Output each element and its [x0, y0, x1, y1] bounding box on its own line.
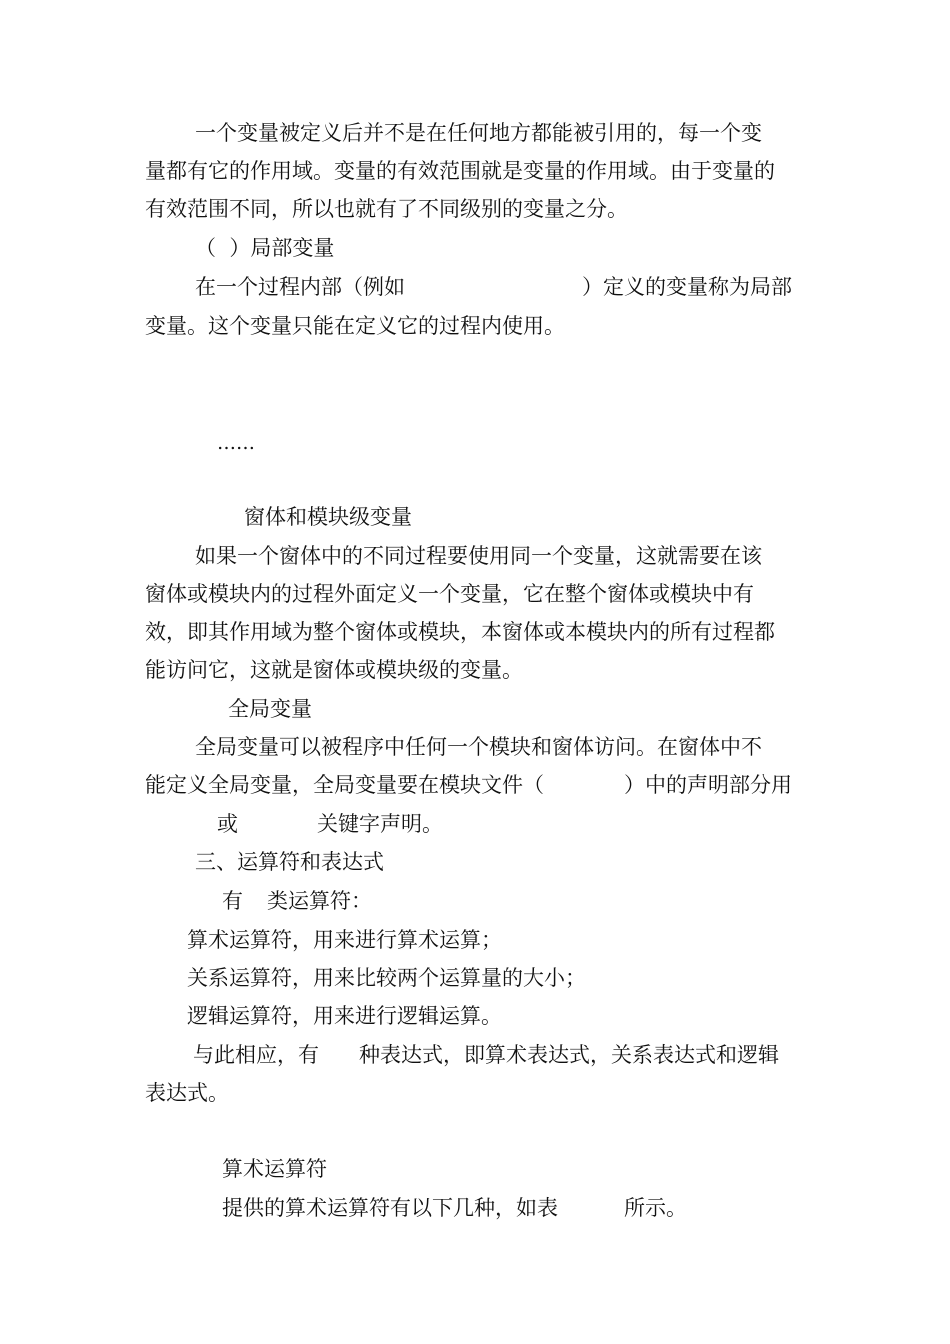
para4-line2-start: 能定义全局变量，全局变量要在模块文件（ [145, 773, 544, 797]
para3-line1: 如果一个窗体中的不同过程要使用同一个变量，这就需要在该 [195, 544, 762, 568]
list-item-relational: 关系运算符，用来比较两个运算量的大小； [187, 966, 586, 990]
ellipsis: …… [217, 432, 255, 454]
para3-line4: 能访问它，这就是窗体或模块级的变量。 [145, 658, 523, 682]
arith-line-start: 提供的算术运算符有以下几种，如表 [222, 1196, 558, 1220]
para4-line2-end: ）中的声明部分用 [624, 773, 792, 797]
para5-line1-end: 种表达式，即算术表达式，关系表达式和逻辑 [359, 1043, 779, 1067]
heading-global-variables: 全局变量 [228, 697, 312, 721]
section-heading-operators: 三、运算符和表达式 [195, 850, 384, 874]
para1-line2: 量都有它的作用域。变量的有效范围就是变量的作用域。由于变量的 [145, 159, 775, 183]
para4-line1: 全局变量可以被程序中任何一个模块和窗体访问。在窗体中不 [195, 735, 762, 759]
para1-line1: 一个变量被定义后并不是在任何地方都能被引用的，每一个变 [195, 121, 762, 145]
para2-line2: 变量。这个变量只能在定义它的过程内使用。 [145, 314, 565, 338]
para3-line3: 效，即其作用域为整个窗体或模块，本窗体或本模块内的所有过程都 [145, 620, 775, 644]
arith-line-end: 所示。 [624, 1196, 687, 1220]
para5-line2: 表达式。 [145, 1081, 229, 1105]
heading-form-module-variables: 窗体和模块级变量 [244, 505, 412, 529]
para2-line1-start: 在一个过程内部（例如 [195, 275, 405, 299]
para4-line3-start: 或 [217, 812, 238, 836]
para2-line1-end: ）定义的变量称为局部 [582, 275, 792, 299]
list-item-arithmetic: 算术运算符，用来进行算术运算； [187, 928, 502, 952]
operator-types-intro-start: 有 [222, 889, 243, 913]
heading-arithmetic-operators: 算术运算符 [222, 1157, 327, 1181]
operator-types-intro-end: 类运算符： [267, 889, 372, 913]
heading-local-variables: （ ）局部变量 [195, 236, 335, 260]
para3-line2: 窗体或模块内的过程外面定义一个变量，它在整个窗体或模块中有 [145, 582, 754, 606]
list-item-logical: 逻辑运算符，用来进行逻辑运算。 [187, 1004, 502, 1028]
para1-line3: 有效范围不同，所以也就有了不同级别的变量之分。 [145, 197, 628, 221]
para4-line3-end: 关键字声明。 [317, 812, 443, 836]
para5-line1-start: 与此相应，有 [193, 1043, 319, 1067]
